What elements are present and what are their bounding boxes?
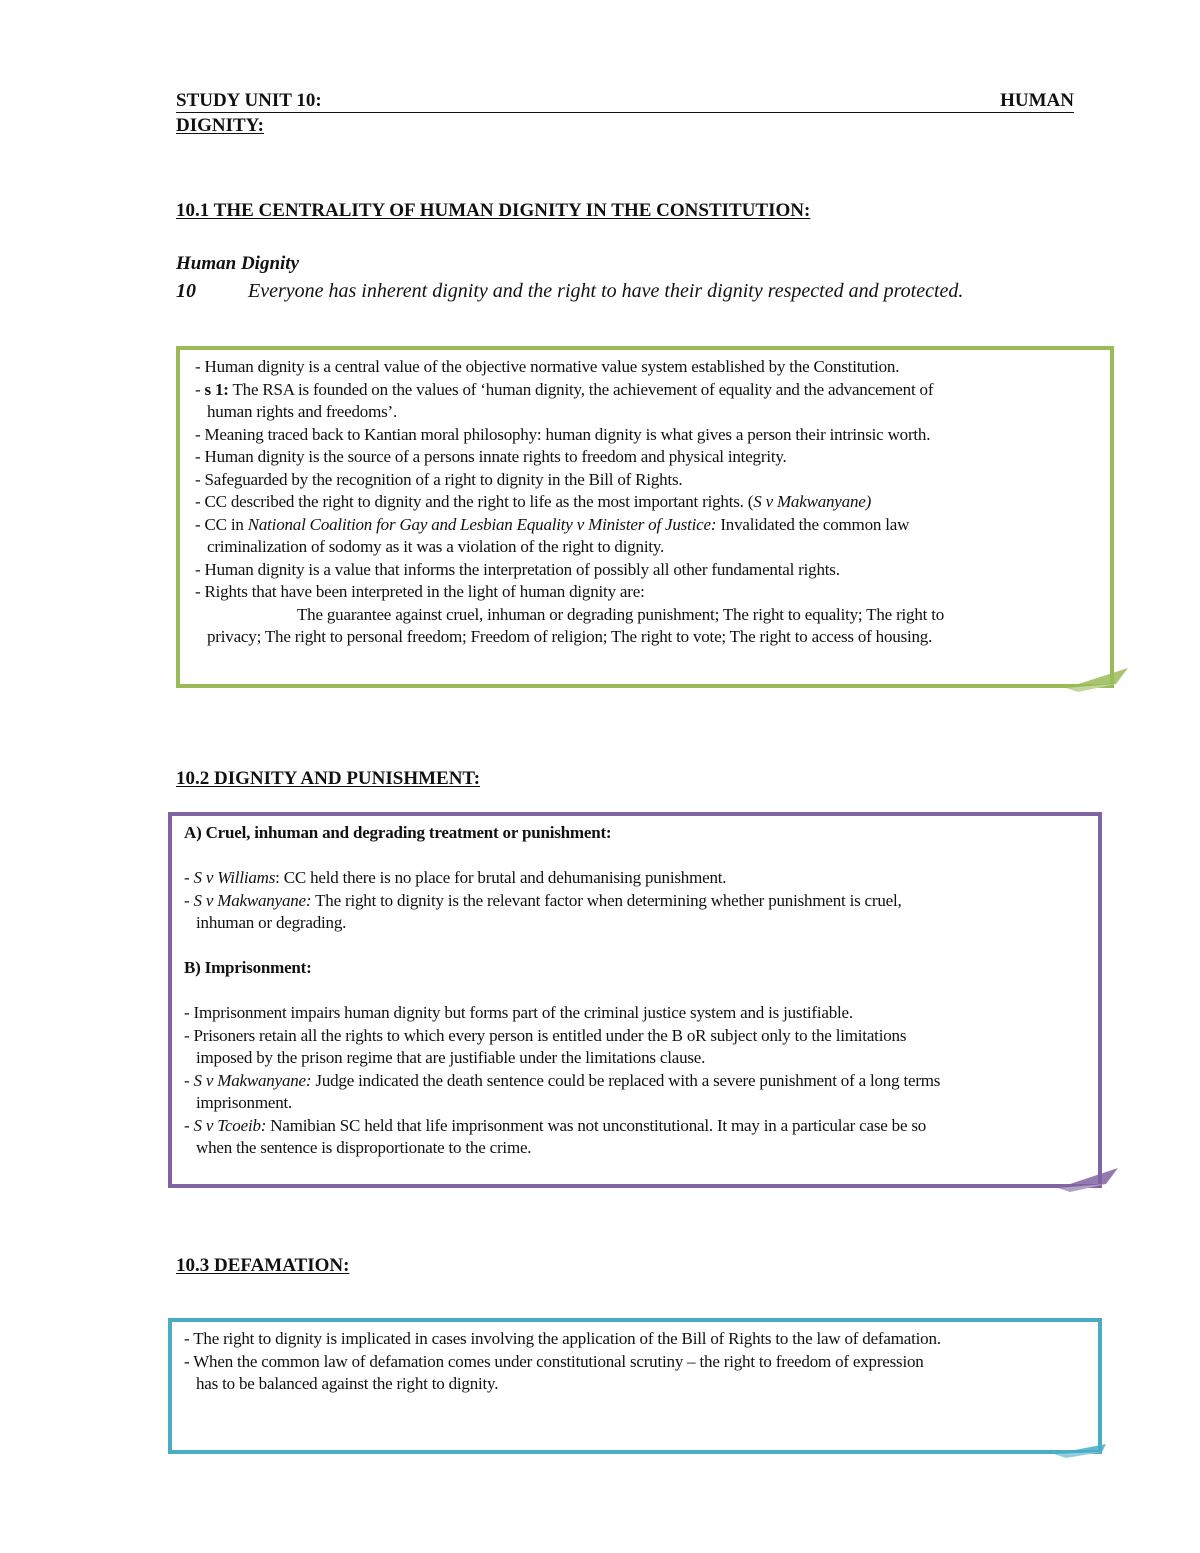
bullet: - Rights that have been interpreted in the light of human dignity are: — [195, 582, 645, 601]
case-name: S v Makwanyane) — [753, 492, 872, 511]
case-name: S v Williams — [193, 868, 276, 887]
subheading-a: A) Cruel, inhuman and degrading treatment or punishment: — [184, 823, 612, 842]
bullet: - Imprisonment impairs human dignity but forms part of the criminal justice system and is justifiable. — [184, 1003, 853, 1022]
bullet-cont: has to be balanced against the right to dignity. — [196, 1374, 499, 1393]
bullet-cont: when the sentence is disproportionate to the crime. — [196, 1138, 532, 1157]
rights-list: The guarantee against cruel, inhuman or degrading punishment; The right to equality; The right to — [297, 604, 945, 624]
case-name: S v Makwanyane: — [193, 890, 312, 910]
bullet: - S v Makwanyane: Judge indicated the death sentence could be replaced with a severe punishment of a long terms — [184, 1070, 941, 1090]
case-name: S v Makwanyane: — [193, 1070, 312, 1090]
bullet: - CC described the right to dignity and the right to life as the most important rights. (S v Makwanyane) — [195, 492, 872, 511]
bullet: - Human dignity is a value that informs the interpretation of possibly all other fundamental rights. — [195, 559, 840, 579]
bullet: - CC in National Coalition for Gay and Lesbian Equality v Minister of Justice: Invalidated the common law — [195, 514, 910, 534]
bullet: - S v Tcoeib: Namibian SC held that life imprisonment was not unconstitutional. It may in a particular case be so — [184, 1115, 927, 1135]
bullet-cont: imposed by the prison regime that are justifiable under the limitations clause. — [196, 1048, 706, 1067]
page-curl-purple — [1050, 1162, 1124, 1194]
bullet-cont: criminalization of sodomy as it was a violation of the right to dignity. — [207, 537, 665, 556]
notes-content-10-2 — [184, 822, 1090, 1160]
title-right: HUMAN — [1000, 90, 1074, 111]
page-curl-green — [1058, 662, 1132, 694]
case-name: S v Tcoeib: — [193, 1115, 267, 1135]
section-heading-10-3: 10.3 DEFAMATION: — [176, 1255, 350, 1276]
notes-content-10-1 — [195, 356, 1095, 649]
bullet: - The right to dignity is implicated in cases involving the application of the Bill of Rights to the law of defamation. — [184, 1329, 941, 1348]
bullet: - When the common law of defamation comes under constitutional scrutiny – the right to freedom of expression — [184, 1351, 924, 1371]
bullet-cont: imprisonment. — [196, 1093, 293, 1112]
section-heading-10-1: 10.1 THE CENTRALITY OF HUMAN DIGNITY IN THE CONSTITUTION: — [176, 200, 811, 221]
subheading-b: B) Imprisonment: — [184, 958, 312, 977]
provision-number: 10 — [176, 280, 196, 302]
bullet-cont: inhuman or degrading. — [196, 913, 347, 932]
bullet: - S v Williams: CC held there is no place for brutal and dehumanising punishment. — [184, 868, 727, 887]
section-heading-10-2: 10.2 DIGNITY AND PUNISHMENT: — [176, 768, 481, 789]
document-title — [176, 90, 1074, 139]
notes-content-10-3 — [184, 1328, 1090, 1396]
bullet: - s 1: The RSA is founded on the values of ‘human dignity, the achievement of equality and the advancement of — [195, 379, 934, 399]
provision-title: Human Dignity — [176, 253, 299, 274]
section-ref: s 1: — [204, 379, 229, 399]
provision-clause — [176, 280, 1116, 303]
bullet: - Safeguarded by the recognition of a right to dignity in the Bill of Rights. — [195, 469, 683, 489]
rights-list-cont: privacy; The right to personal freedom; Freedom of religion; The right to vote; The right to access of housing. — [207, 627, 933, 646]
case-name: National Coalition for Gay and Lesbian Equality v Minister of Justice: — [247, 514, 717, 534]
bullet: - Human dignity is a central value of the objective normative value system established by the Constitution. — [195, 357, 900, 376]
bullet: - Human dignity is the source of a persons innate rights to freedom and physical integrity. — [195, 447, 787, 466]
title-continuation: DIGNITY: — [176, 115, 264, 136]
bullet: - Meaning traced back to Kantian moral philosophy: human dignity is what gives a person their intrinsic worth. — [195, 424, 931, 444]
bullet-cont: human rights and freedoms’. — [207, 402, 398, 421]
provision-text: Everyone has inherent dignity and the right to have their dignity respected and protected. — [248, 280, 964, 302]
page-curl-teal — [1048, 1432, 1118, 1460]
bullet: - S v Makwanyane: The right to dignity is the relevant factor when determining whether punishment is cruel, — [184, 890, 902, 910]
title-left: STUDY UNIT 10: — [176, 90, 322, 111]
bullet: - Prisoners retain all the rights to which every person is entitled under the B oR subject only to the limitations — [184, 1025, 907, 1045]
